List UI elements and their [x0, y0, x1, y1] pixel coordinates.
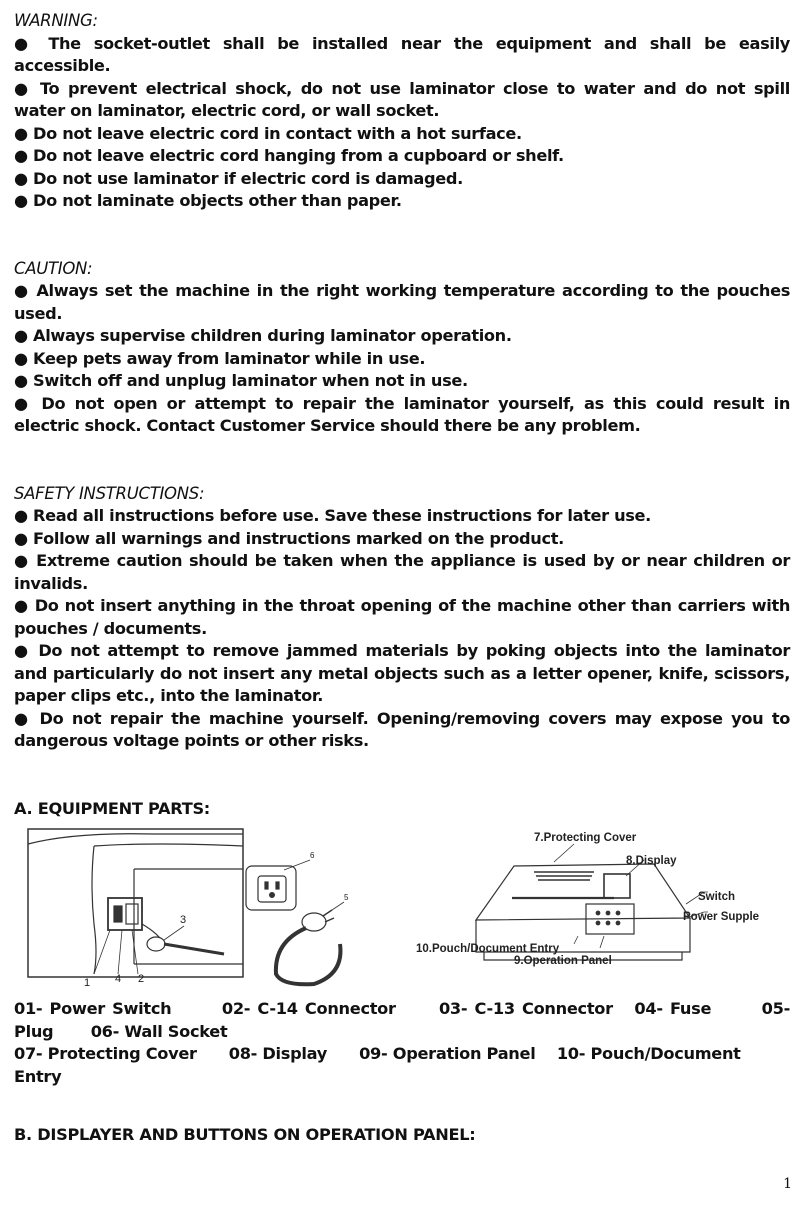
socket-ground-icon	[270, 893, 275, 898]
fig-label-operation-panel: 9.Operation Panel	[514, 955, 612, 967]
fig-label-5: 5	[344, 893, 349, 902]
fig-label-6: 6	[310, 851, 315, 860]
spacer	[14, 753, 790, 798]
legend-item: 08- Display	[228, 1044, 328, 1063]
legend-item: 07- Protecting Cover	[14, 1044, 197, 1063]
leader-2	[132, 930, 138, 974]
machine-body-edge	[92, 846, 96, 974]
safety-item: ● Extreme caution should be taken when the appliance is used by or near children or invalids.	[14, 551, 790, 593]
fig-label-pouch-entry: 10.Pouch/Document Entry	[416, 943, 560, 955]
legend-item: 04- Fuse	[634, 999, 712, 1018]
machine-top-edge	[28, 834, 243, 844]
warning-section	[14, 10, 790, 213]
socket-hole-icon	[265, 882, 268, 889]
safety-item: ● Do not repair the machine yourself. Opening/removing covers may expose you to dangerous voltage points or other risks.	[14, 708, 790, 750]
warning-item: ● To prevent electrical shock, do not use laminator close to water and do not spill water on laminator, electric cord, or wall socket.	[14, 78, 790, 120]
machine-top-contour	[94, 844, 243, 846]
legend-item: 09- Operation Panel	[359, 1044, 536, 1063]
equipment-heading: A. EQUIPMENT PARTS:	[14, 798, 210, 818]
caution-item: ● Switch off and unplug laminator when not in use.	[14, 371, 468, 390]
panel-button-icon	[616, 911, 620, 915]
legend-item: 05- Plug	[14, 999, 790, 1041]
manual-page	[14, 10, 790, 1147]
power-module	[108, 898, 142, 930]
equipment-figure	[14, 824, 790, 994]
leader-6	[284, 860, 310, 870]
wall-socket	[246, 866, 296, 910]
caution-item: ● Always set the machine in the right working temperature according to the pouches used.	[14, 281, 790, 323]
socket-hole-icon	[276, 882, 279, 889]
panel-button-icon	[596, 921, 600, 925]
equipment-illustration	[14, 824, 790, 994]
connector-icon	[126, 904, 138, 924]
wall-socket-face	[258, 876, 286, 902]
warning-item: ● Do not leave electric cord in contact with a hot surface.	[14, 123, 522, 143]
protecting-cover-vents	[534, 872, 594, 880]
safety-section	[14, 483, 790, 753]
safety-item: ● Do not insert anything in the throat opening of the machine other than carriers with pouches / documents.	[14, 596, 790, 638]
fig-label-2: 2	[138, 973, 145, 985]
plug-cord	[276, 928, 341, 984]
caution-item: ● Always supervise children during laminator operation.	[14, 326, 512, 345]
spacer	[14, 438, 790, 483]
display-heading: B. DISPLAYER AND BUTTONS ON OPERATION PANEL:	[14, 1125, 476, 1144]
safety-item: ● Read all instructions before use. Save these instructions for later use.	[14, 506, 651, 525]
equipment-legend	[14, 998, 790, 1043]
leader-4	[118, 930, 122, 974]
legend-item: 01- Power Switch	[14, 999, 172, 1018]
legend-item: 02- C-14 Connector	[221, 999, 396, 1018]
leader-operation-panel	[600, 936, 604, 948]
leader-pouch-entry	[574, 936, 578, 944]
panel-button-icon	[606, 921, 610, 925]
c13-plug-icon	[147, 937, 165, 951]
warning-item: ● Do not use laminator if electric cord is damaged.	[14, 168, 463, 188]
plug-prongs-icon	[323, 910, 334, 922]
power-cord	[164, 944, 224, 954]
fig-label-protecting-cover: 7.Protecting Cover	[534, 832, 637, 844]
warning-title: WARNING:	[14, 11, 98, 30]
equipment-legend-2	[14, 1043, 790, 1088]
caution-item: ● Do not open or attempt to repair the laminator yourself, as this could result in electric shock. Contact Customer Service should there be any problem.	[14, 393, 790, 435]
caution-section	[14, 258, 790, 438]
leader-5	[326, 902, 344, 914]
safety-title: SAFETY INSTRUCTIONS:	[14, 483, 205, 503]
display-screen	[604, 874, 630, 898]
legend-item: 06- Wall Socket	[90, 1021, 228, 1041]
fig-label-1: 1	[84, 977, 91, 989]
caution-title: CAUTION:	[14, 258, 93, 278]
safety-item: ● Follow all warnings and instructions marked on the product.	[14, 528, 564, 548]
legend-item: 03- C-13 Connector	[438, 999, 613, 1018]
panel-button-icon	[606, 911, 610, 915]
warning-item: ● The socket-outlet shall be installed near the equipment and shall be easily accessible.	[14, 33, 790, 75]
fig-label-3: 3	[180, 914, 187, 926]
leader-protecting-cover	[554, 844, 574, 862]
spacer	[14, 1088, 790, 1124]
leader-3	[164, 926, 184, 940]
equipment-section	[14, 798, 790, 1089]
power-switch-icon	[114, 906, 122, 922]
fig-label-power-supple: Power Supple	[683, 911, 760, 923]
page-number: 1	[783, 1176, 792, 1192]
spacer	[14, 213, 790, 258]
fig-label-switch: Switch	[698, 891, 736, 903]
warning-item: ● Do not laminate objects other than paper.	[14, 191, 402, 210]
panel-button-icon	[616, 921, 620, 925]
legend-item: 10- Pouch/Document Entry	[14, 1044, 741, 1086]
fig-label-4: 4	[115, 973, 122, 985]
warning-item: ● Do not leave electric cord hanging from a cupboard or shelf.	[14, 146, 564, 165]
caution-item: ● Keep pets away from laminator while in use.	[14, 348, 426, 368]
safety-item: ● Do not attempt to remove jammed materials by poking objects into the laminator and particularly do not insert any metal objects such as a letter opener, knife, scissors, paper clips etc., into the laminator.	[14, 641, 790, 705]
fig-label-display: 8.Display	[626, 855, 677, 867]
panel-button-icon	[596, 911, 600, 915]
